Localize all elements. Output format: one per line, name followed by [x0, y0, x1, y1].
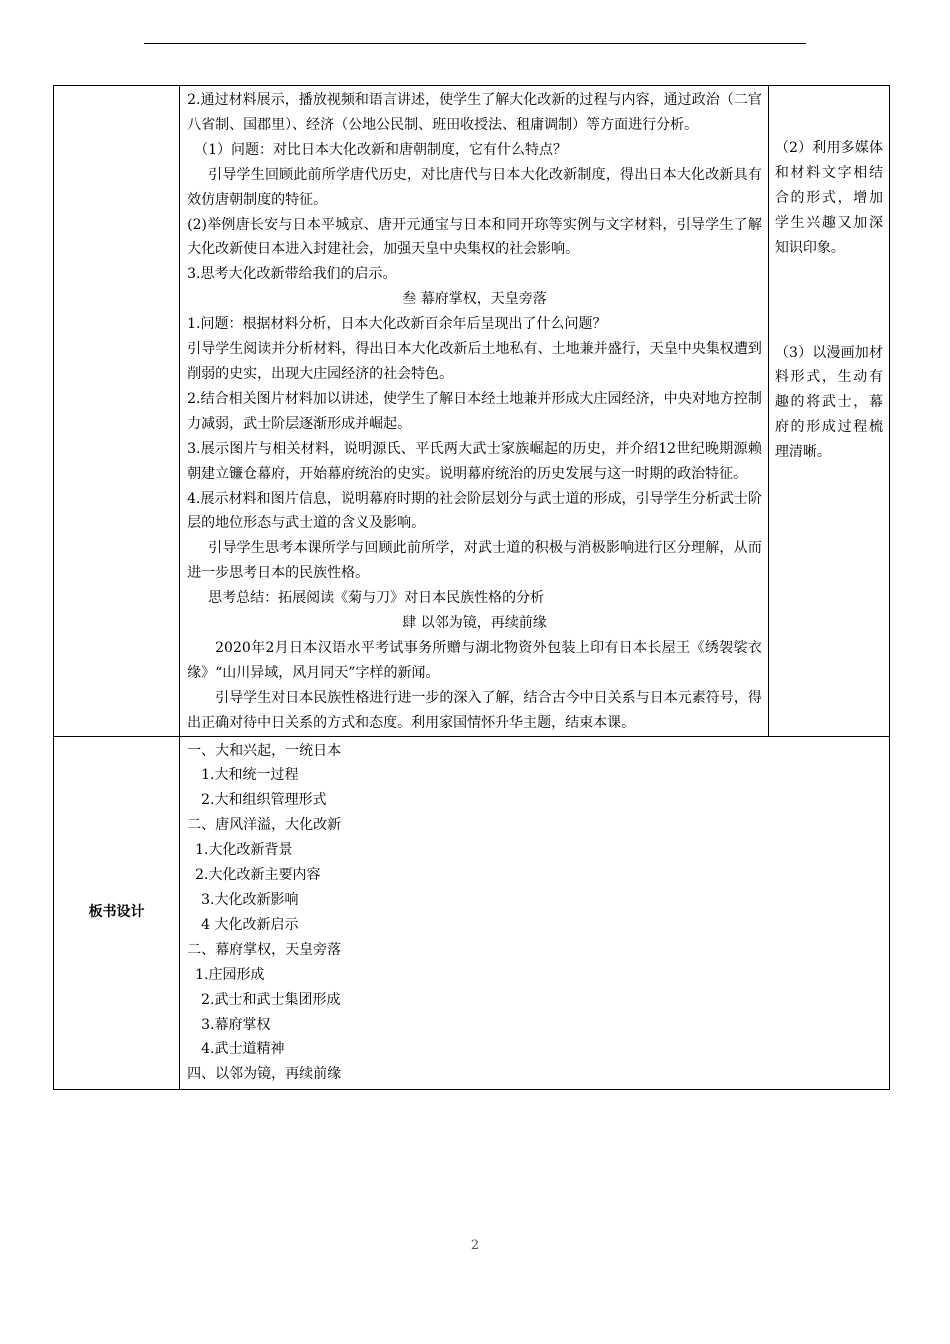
design-intent-cell [768, 86, 889, 737]
lesson-plan-table [53, 85, 890, 1090]
board-line: 四、以邻为镜，再续前缘 [187, 1066, 342, 1083]
paragraph: 2020年2月日本汉语水平考试事务所赠与湖北物资外包装上印有日本长屋王《绣袈裟衣缘》“山川异域，风月同天”字样的新闻。 [187, 639, 762, 681]
board-line: 4.武士道精神 [201, 1041, 285, 1058]
board-line: 二、唐风洋溢，大化改新 [187, 817, 342, 834]
paragraph: 1.问题：根据材料分析，日本大化改新百余年后呈现出了什么问题？ [187, 316, 607, 333]
section-heading: 叁 幕府掌权，天皇旁落 [402, 291, 547, 308]
board-line: 1.庄园形成 [195, 966, 265, 983]
board-line: 1.大和统一过程 [201, 767, 299, 784]
board-design-content [180, 736, 890, 1090]
process-row [54, 86, 890, 737]
paragraph: 引导学生阅读并分析材料，得出日本大化改新后土地私有、土地兼并盛行，天皇中央集权遭到削弱的史实，出现大庄园经济的社会特色。 [187, 341, 762, 382]
board-line: 2.武士和武士集团形成 [201, 991, 341, 1008]
paragraph: 引导学生回顾此前所学唐代历史，对比唐代与日本大化改新制度，得出日本大化改新具有效仿唐朝制度的特征。 [187, 166, 762, 208]
board-line: 二、幕府掌权，天皇旁落 [187, 941, 342, 958]
design-note: （3）以漫画加材料形式，生动有趣的将武士，幕府的形成过程梳理清晰。 [774, 344, 883, 461]
paragraph: 4.展示材料和图片信息，说明幕府时期的社会阶层划分与武士道的形成，引导学生分析武士阶层的地位形态与武士道的含义及影响。 [187, 490, 762, 532]
board-line: 1.大化改新背景 [195, 842, 293, 859]
paragraph: 2.通过材料展示，播放视频和语言讲述，使学生了解大化改新的过程与内容，通过政治（二官八省制、国郡里）、经济（公地公民制、班田收授法、租庸调制）等方面进行分析。 [187, 92, 762, 133]
board-design-label: 板书设计 [54, 736, 180, 1090]
page-number: 2 [470, 1238, 480, 1253]
board-line: 一、大和兴起，一统日本 [187, 742, 342, 759]
paragraph: （1）问题：对比日本大化改新和唐朝制度，它有什么特点？ [194, 141, 568, 158]
board-line: 3.幕府掌权 [201, 1016, 271, 1033]
paragraph: 3.思考大化改新带给我们的启示。 [187, 266, 397, 283]
paragraph: 2.结合相关图片材料加以讲述，使学生了解日本经土地兼并形成大庄园经济，中央对地方控制力减弱，武士阶层逐渐形成并崛起。 [187, 390, 762, 432]
board-line: 2.大化改新主要内容 [195, 867, 321, 884]
paragraph: 引导学生对日本民族性格进行进一步的深入了解，结合古今中日关系与日本元素符号，得出正确对待中日关系的方式和态度。利用家国情怀升华主题，结束本课。 [187, 689, 762, 731]
header-rule [144, 43, 806, 44]
empty-label-cell [54, 86, 180, 737]
board-line: 4 大化改新启示 [201, 916, 299, 933]
paragraph: 思考总结：拓展阅读《菊与刀》对日本民族性格的分析 [208, 590, 545, 607]
section-heading: 肆 以邻为镜，再续前缘 [402, 615, 547, 632]
paragraph: 3.展示图片与相关材料，说明源氏、平氏两大武士家族崛起的历史，并介绍12世纪晚期源赖朝建立镰仓幕府，开始幕府统治的史实。说明幕府统治的历史发展与这一时期的政治特征。 [187, 440, 762, 482]
board-design-row [54, 736, 890, 1090]
board-line: 2.大和组织管理形式 [201, 792, 327, 809]
design-note: （2）利用多媒体和材料文字相结合的形式，增加学生兴趣又加深知识印象。 [774, 140, 883, 256]
teaching-process-cell [180, 86, 769, 737]
paragraph: (2)举例唐长安与日本平城京、唐开元通宝与日本和同开珎等实例与文字材料，引导学生了解大化改新使日本进入封建社会，加强天皇中央集权的社会影响。 [187, 216, 762, 258]
paragraph: 引导学生思考本课所学与回顾此前所学，对武士道的积极与消极影响进行区分理解，从而进一步思考日本的民族性格。 [187, 540, 762, 582]
board-line: 3.大化改新影响 [201, 892, 299, 908]
